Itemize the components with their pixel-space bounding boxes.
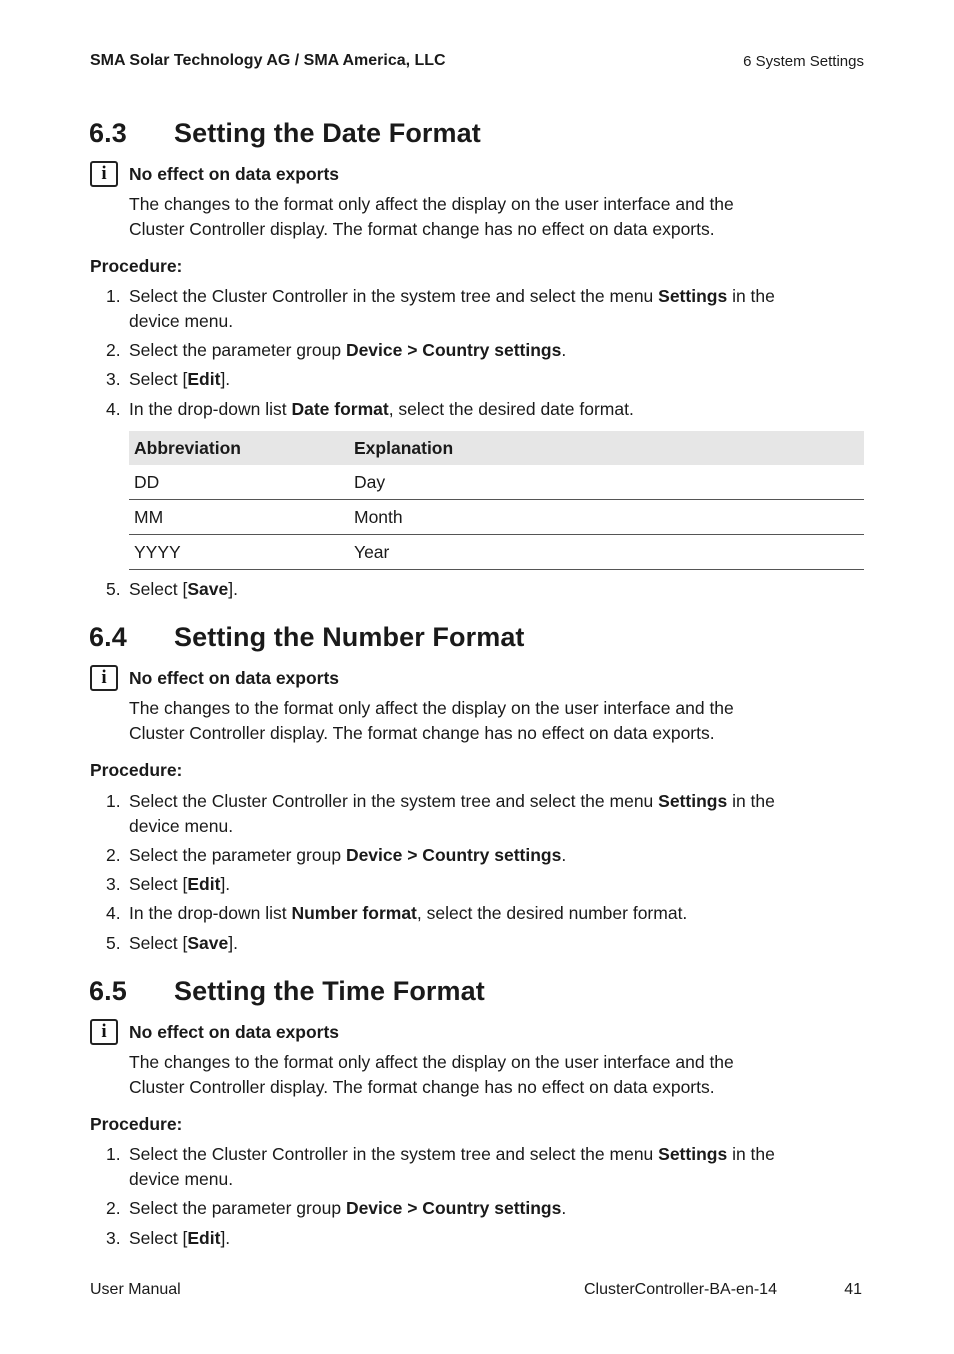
step-number: 3. xyxy=(106,874,121,894)
step-text: Select the parameter group xyxy=(129,340,346,360)
step-ui-term: Save xyxy=(187,933,229,953)
step-text: Select [ xyxy=(129,369,188,389)
section-heading-time-format xyxy=(89,976,485,1007)
procedure-label: Procedure: xyxy=(90,1114,183,1134)
step-text: in the device menu. xyxy=(129,791,775,836)
table-cell: MM xyxy=(129,500,349,535)
note-line: The changes to the format only affect the display on the user interface and the xyxy=(129,698,734,718)
step-ui-term: Date format xyxy=(291,399,389,419)
table-cell: DD xyxy=(129,465,349,500)
footer-doc-id: ClusterController-BA-en-14 xyxy=(584,1281,777,1298)
note-text xyxy=(129,192,769,241)
step-ui-term: Edit xyxy=(187,874,221,894)
step-text: Select [ xyxy=(129,933,188,953)
note-line: Cluster Controller display. The format change has no effect on data exports. xyxy=(129,1076,715,1097)
info-icon: i xyxy=(90,161,118,187)
step-text: . xyxy=(561,1198,567,1218)
header-company: SMA Solar Technology AG / SMA America, LLC xyxy=(90,52,446,69)
step-text: . xyxy=(561,845,567,865)
step-number: 3. xyxy=(106,1228,121,1248)
step-number: 2. xyxy=(106,845,121,865)
step-number: 5. xyxy=(106,579,121,599)
procedure-step xyxy=(106,284,836,334)
procedure-step xyxy=(106,1196,836,1221)
section-title: Setting the Time Format xyxy=(174,976,485,1006)
note-line: Cluster Controller display. The format change has no effect on data exports. xyxy=(129,722,715,743)
step-text: Select the Cluster Controller in the system tree and select the menu xyxy=(129,1144,659,1164)
step-number: 4. xyxy=(106,399,121,419)
step-number: 1. xyxy=(106,1144,121,1164)
step-number: 2. xyxy=(106,1198,121,1218)
table-row xyxy=(129,535,864,570)
section-title: Setting the Date Format xyxy=(174,118,481,148)
step-text: Select the Cluster Controller in the system tree and select the menu xyxy=(129,286,659,306)
step-ui-term: Device > Country settings xyxy=(345,845,562,865)
step-text: Select [ xyxy=(129,874,188,894)
step-text: in the device menu. xyxy=(129,1144,775,1189)
step-ui-term: Device > Country settings xyxy=(345,340,562,360)
table-cell: Year xyxy=(349,535,864,570)
section-title: Setting the Number Format xyxy=(174,622,525,652)
step-ui-term: Save xyxy=(187,579,229,599)
table-cell: Month xyxy=(349,500,864,535)
section-number: 6.5 xyxy=(89,976,127,1006)
step-ui-term: Settings xyxy=(658,286,728,306)
step-text: ]. xyxy=(228,579,238,599)
note-line: The changes to the format only affect the display on the user interface and the xyxy=(129,194,734,214)
table-cell: Day xyxy=(349,465,864,500)
step-text: ]. xyxy=(220,874,231,894)
step-text: in the device menu. xyxy=(129,286,775,331)
step-number: 1. xyxy=(106,286,121,306)
step-text: In the drop-down list xyxy=(129,399,292,419)
column-header: Abbreviation xyxy=(129,431,349,465)
section-heading-number-format xyxy=(89,622,525,653)
step-text: . xyxy=(561,340,567,360)
step-ui-term: Device > Country settings xyxy=(345,1198,562,1218)
procedure-step xyxy=(106,338,836,363)
step-number: 1. xyxy=(106,791,121,811)
page-number: 41 xyxy=(844,1281,862,1298)
info-icon: i xyxy=(90,1019,118,1045)
step-text: ]. xyxy=(220,369,231,389)
step-number: 5. xyxy=(106,933,121,953)
section-heading-date-format xyxy=(89,118,481,149)
step-ui-term: Settings xyxy=(658,791,728,811)
note-title: No effect on data exports xyxy=(129,668,340,688)
note-line: Cluster Controller display. The format change has no effect on data exports. xyxy=(129,218,715,239)
column-header: Explanation xyxy=(349,431,864,465)
step-text: ]. xyxy=(228,933,238,953)
step-text: Select [ xyxy=(129,1228,188,1248)
procedure-step xyxy=(106,1226,836,1251)
step-text: Select the Cluster Controller in the system tree and select the menu xyxy=(129,791,659,811)
step-text: ]. xyxy=(220,1228,231,1248)
step-ui-term: Number format xyxy=(291,903,417,923)
procedure-step xyxy=(106,789,836,839)
step-ui-term: Edit xyxy=(187,1228,221,1248)
step-ui-term: Settings xyxy=(658,1144,728,1164)
procedure-label: Procedure: xyxy=(90,760,183,780)
procedure-step xyxy=(106,843,836,868)
procedure-step xyxy=(106,931,836,956)
header-chapter: 6 System Settings xyxy=(743,53,864,70)
step-text: In the drop-down list xyxy=(129,903,292,923)
footer-manual-label: User Manual xyxy=(90,1281,181,1298)
step-text: Select the parameter group xyxy=(129,1198,346,1218)
step-number: 3. xyxy=(106,369,121,389)
table-row xyxy=(129,465,864,500)
procedure-step xyxy=(106,397,836,422)
table-row xyxy=(129,500,864,535)
section-number: 6.3 xyxy=(89,118,127,148)
procedure-step xyxy=(106,367,836,392)
step-number: 2. xyxy=(106,340,121,360)
step-text: Select [ xyxy=(129,579,188,599)
procedure-step xyxy=(106,1142,836,1192)
table-header-row xyxy=(129,431,864,465)
table-cell: YYYY xyxy=(129,535,349,570)
procedure-label: Procedure: xyxy=(90,256,183,276)
note-title: No effect on data exports xyxy=(129,1022,340,1042)
info-icon: i xyxy=(90,665,118,691)
step-text: Select the parameter group xyxy=(129,845,346,865)
section-number: 6.4 xyxy=(89,622,127,652)
procedure-step xyxy=(106,872,836,897)
step-ui-term: Edit xyxy=(187,369,221,389)
step-number: 4. xyxy=(106,903,121,923)
note-line: The changes to the format only affect the display on the user interface and the xyxy=(129,1052,734,1072)
note-text xyxy=(129,696,769,745)
procedure-step xyxy=(106,577,836,602)
procedure-step xyxy=(106,901,836,926)
note-title: No effect on data exports xyxy=(129,164,340,184)
step-text: , select the desired number format. xyxy=(416,903,688,923)
note-text xyxy=(129,1050,769,1099)
step-text: , select the desired date format. xyxy=(388,399,634,419)
date-format-table xyxy=(129,431,864,570)
